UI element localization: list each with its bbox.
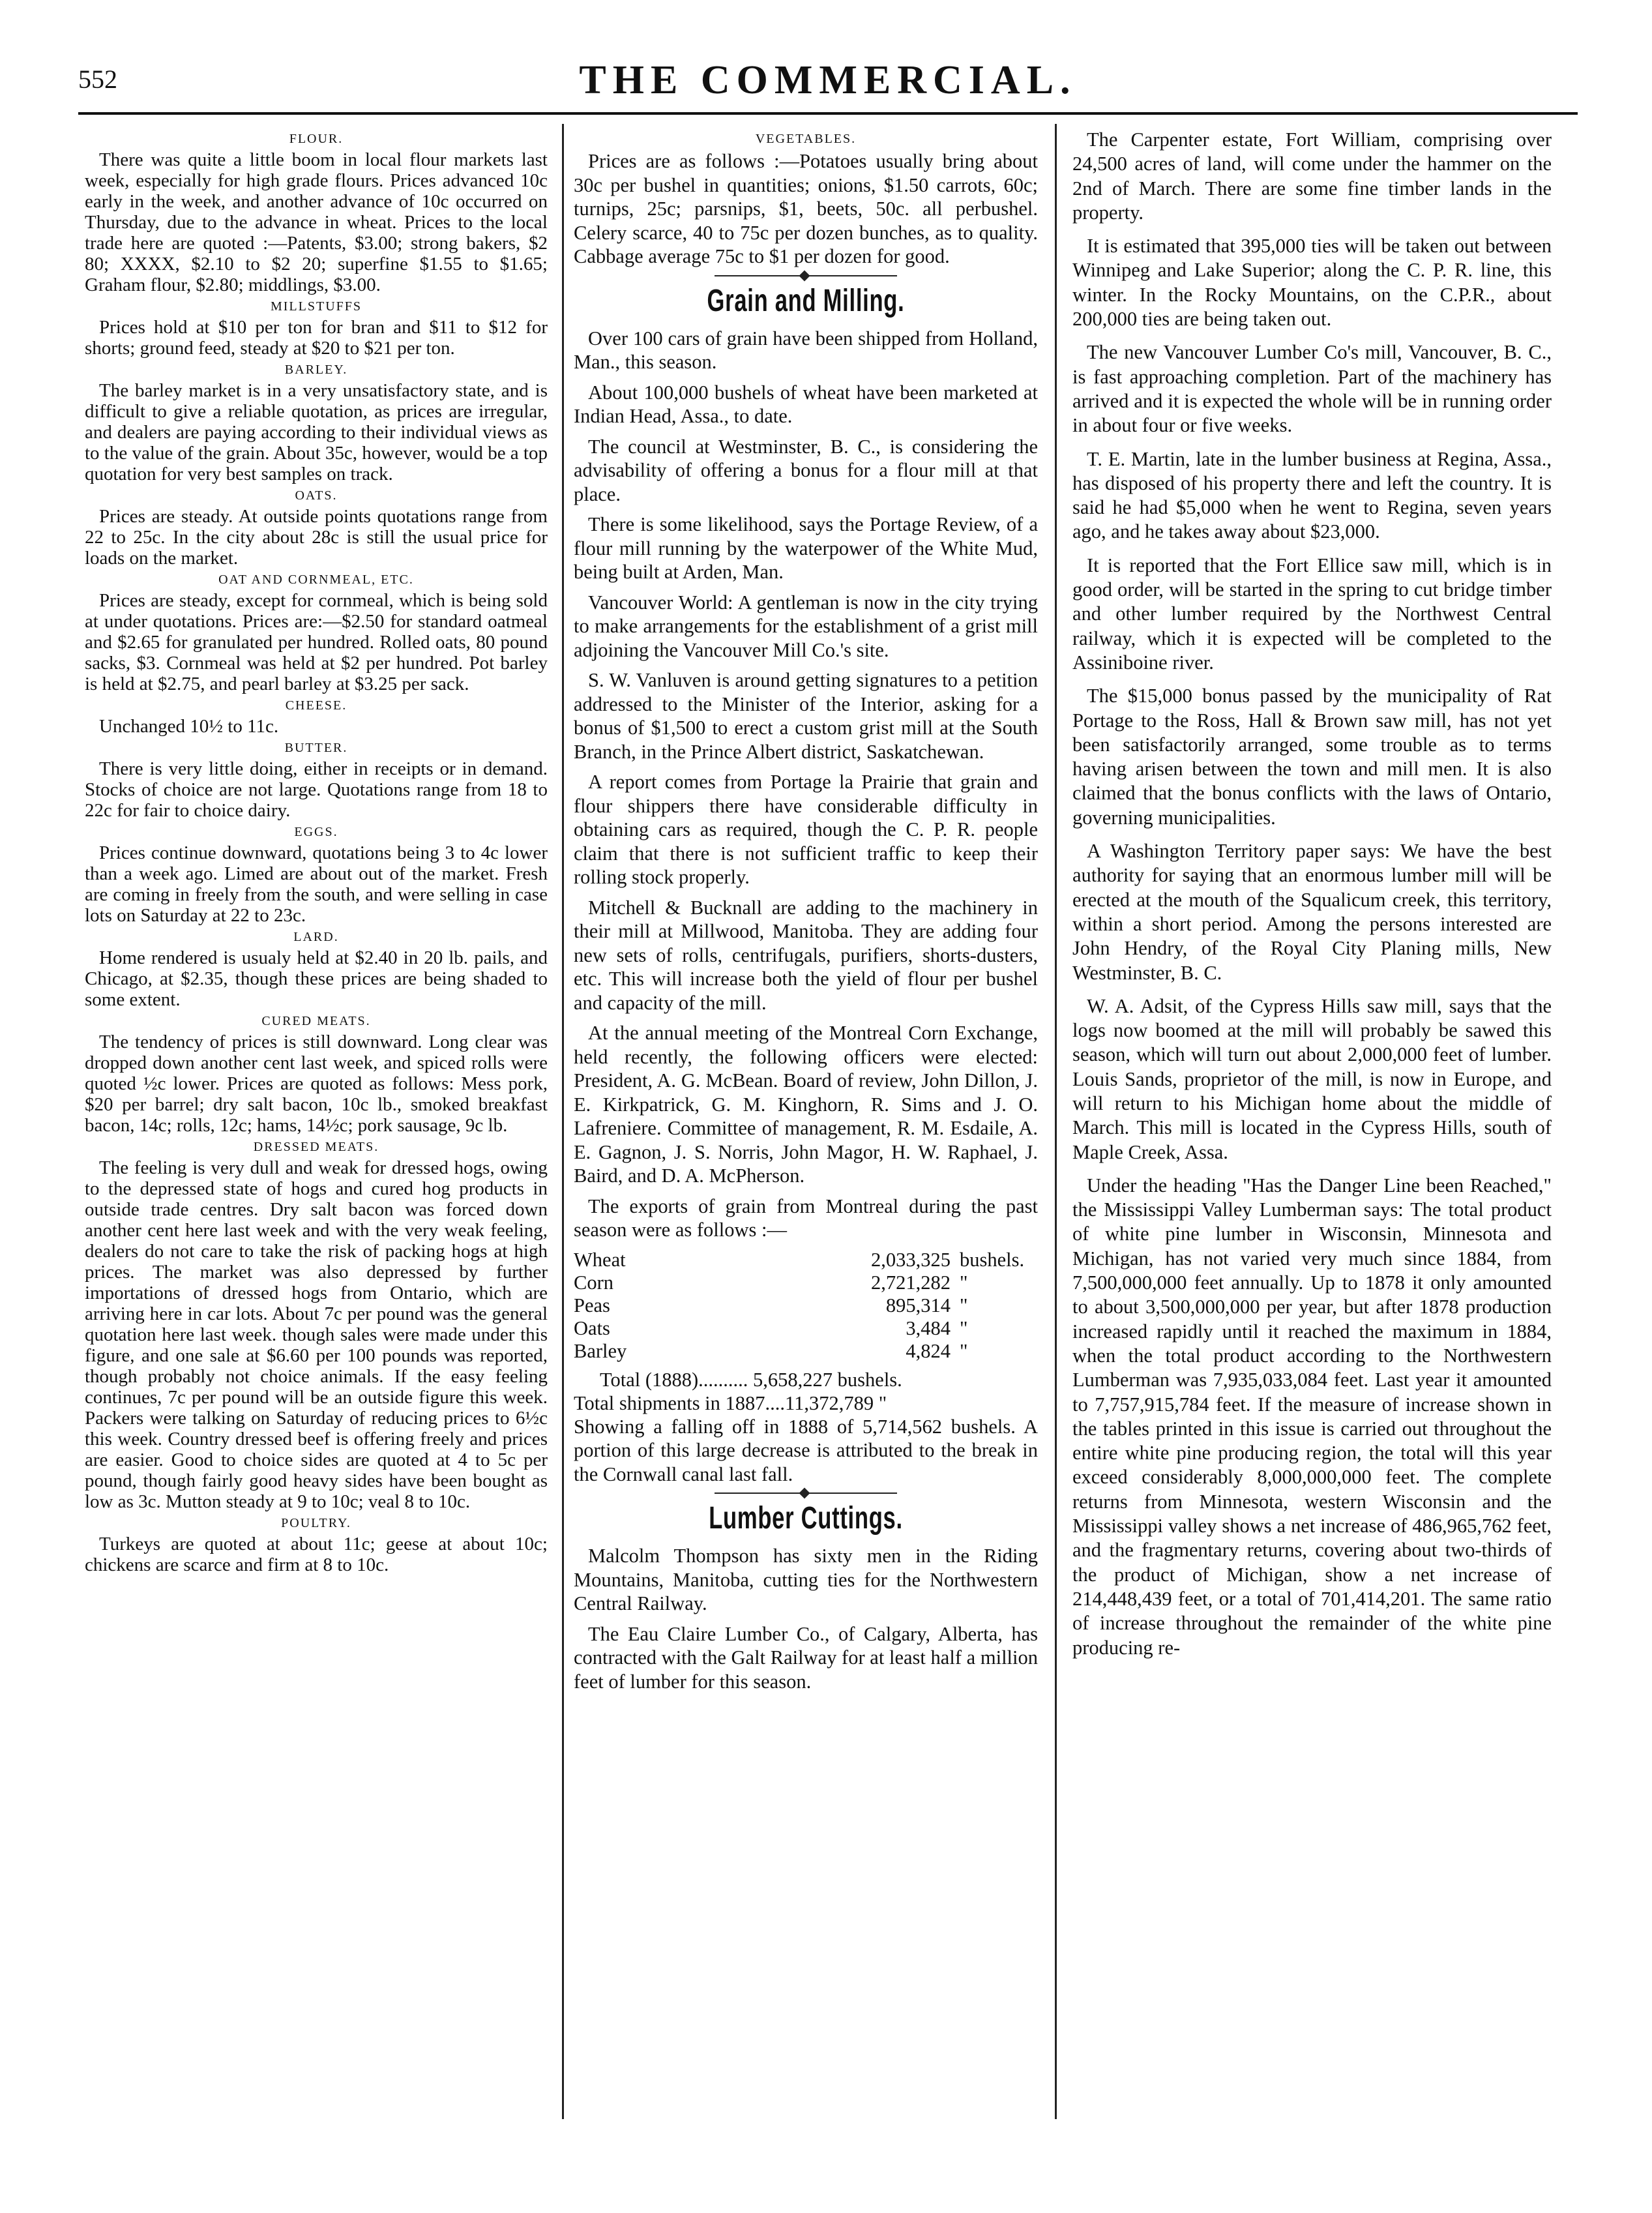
export-item: Oats (574, 1316, 610, 1339)
export-unit: " (960, 1294, 968, 1316)
paragraph-flour: There was quite a little boom in local flour markets last week, especially for high grade flours. Prices advanced 10c early in the week, and another advance of 10c occurred on Thursday, due to the advance in wheat. Prices to the local trade here are quoted :—Patents, $3.00; strong bakers, $2 80; XXXX, $2.10 to $2 20; superfine $1.55 to $1.65; Graham flour, $2.80; middlings, $3.00. (85, 149, 548, 295)
export-unit: " (960, 1271, 968, 1294)
export-item: Corn (574, 1271, 613, 1294)
export-unit: " (960, 1339, 968, 1362)
section-heading-flour: FLOUR. (289, 132, 344, 146)
heading-lumber-cuttings: Lumber Cuttings. (709, 1501, 903, 1536)
export-amount: 2,033,325 (871, 1248, 951, 1271)
paragraph-grain-6: S. W. Vanluven is around getting signatures to a petition addressed to the Minister of the Interior, asking for a bonus of $1,500 to erect a custom grist mill at the South Branch, in the Prince Albert district, Saskatchewan. (574, 669, 1038, 763)
paragraph-eggs: Prices continue downward, quotations being 3 to 4c lower than a week ago. Limed are about out of the market. Fresh are coming in freely from the south, and were selling in case lots on Saturday at 22 to 23c. (85, 842, 548, 926)
section-heading-oats: OATS. (295, 488, 338, 503)
paragraph-grain-4: There is some likelihood, says the Portage Review, of a flour mill running by the waterpower of the White Mud, being built at Arden, Man. (574, 513, 1038, 583)
column-rule-1 (562, 124, 564, 2119)
table-row (574, 1249, 1038, 1271)
paragraph-lumber-7: It is reported that the Fort Ellice saw mill, which is in good order, will be started in the spring to cut bridge timber and other lumber required by the Northwest Central railway, which it is expected will be completed to the Assiniboine river. (1072, 554, 1552, 674)
export-amount: 2,721,282 (871, 1271, 951, 1294)
export-totals (574, 1368, 1038, 1415)
page-number: 552 (78, 65, 117, 94)
paragraph-lumber-9: A Washington Territory paper says: We have the best authority for saying that an enormous lumber mill will be erected at the mouth of the Squalicum creek, this territory, within a short period. Among the persons interested are John Hendry, of the Royal City Planing mills, New Westminster, B. C. (1072, 840, 1552, 984)
masthead: THE COMMERCIAL. (579, 58, 1077, 102)
column-grain (574, 128, 1038, 1700)
heading-grain-milling: Grain and Milling. (707, 283, 905, 318)
export-item: Wheat (574, 1248, 626, 1271)
paragraph-vegetables: Prices are as follows :—Potatoes usually bring about 30c per bushel in quantities; onions, $1.50 carrots, 60c; turnips, 25c; parsnips, $1, beets, 50c. all perbushel. Celery scarce, 40 to 75c per dozen bunches, as to quality. Cabbage average 75c to $1 per dozen for good. (574, 150, 1038, 267)
paragraph-lumber-8: The $15,000 bonus passed by the municipality of Rat Portage to the Ross, Hall & Brown saw mill, has not yet been satisfactorily arranged, some trouble as to terms having arisen between the town and mill men. It is also claimed that the bonus conflicts with the laws of Ontario, governing municipalities. (1072, 685, 1552, 829)
section-heading-lard: LARD. (293, 930, 339, 944)
paragraph-butter: There is very little doing, either in receipts or in demand. Stocks of choice are not large. Quotations range from 18 to 22c for fair to choice dairy. (85, 758, 548, 821)
paragraph-grain-5: Vancouver World: A gentleman is now in the city trying to make arrangements for the establishment of a grist mill adjoining the Vancouver Mill Co.'s site. (574, 591, 1038, 661)
paragraph-lumber-10: W. A. Adsit, of the Cypress Hills saw mill, says that the logs now boomed at the mill will probably be sawed this season, which will turn out about 2,000,000 feet of lumber. Louis Sands, proprietor of the mill, is now in Europe, and will return to his Michigan home about the middle of March. This mill is located in the Cypress Hills, south of Maple Creek, Assa. (1072, 994, 1552, 1163)
export-unit: bushels. (960, 1248, 1025, 1271)
export-item: Barley (574, 1339, 627, 1362)
paragraph-grain-11: Showing a falling off in 1888 of 5,714,562 bushels. A portion of this large decrease is attributed to the break in the Cornwall canal last fall. (574, 1415, 1038, 1485)
section-heading-poultry: POULTRY. (281, 1516, 351, 1530)
export-unit: " (960, 1316, 968, 1339)
page-header (78, 57, 1578, 113)
export-item: Peas (574, 1294, 610, 1316)
header-rule (78, 112, 1578, 115)
table-row (574, 1271, 1038, 1294)
section-heading-barley: BARLEY. (284, 363, 348, 377)
column-rule-2 (1055, 124, 1057, 2119)
section-heading-cured-meats: CURED MEATS. (261, 1014, 371, 1028)
section-heading-millstuffs: MILLSTUFFS (270, 299, 362, 314)
paragraph-lumber-3: The Carpenter estate, Fort William, comprising over 24,500 acres of land, will come under the hammer on the 2nd of March. There are some fine timber lands in the property. (1072, 128, 1552, 224)
section-heading-eggs: EGGS. (294, 825, 338, 839)
total-1887: Total shipments in 1887....11,372,789 " (574, 1391, 887, 1414)
paragraph-millstuffs: Prices hold at $10 per ton for bran and $11 to $12 for shorts; ground feed, steady at $20 to $21 per ton. (85, 317, 548, 359)
paragraph-oatmeal: Prices are steady, except for cornmeal, which is being sold at under quotations. Prices are:—$2.50 for standard oatmeal and $2.65 for granulated per hundred. Rolled oats, 80 pound sacks, $3. Cornmeal was held at $2 per hundred. Pot barley is held at $2.75, and pearl barley at $3.25 per sack. (85, 590, 548, 694)
section-heading-dressed-meats: DRESSED MEATS. (253, 1140, 379, 1154)
export-amount: 3,484 (906, 1316, 951, 1339)
section-divider (715, 275, 897, 276)
paragraph-cheese: Unchanged 10½ to 11c. (99, 716, 279, 737)
paragraph-grain-9: At the annual meeting of the Montreal Corn Exchange, held recently, the following officers were elected: President, A. G. McBean. Board of review, John Dillon, J. E. Kirkpatrick, G. M. Kinghorn, R. Sims and J. O. Lafreniere. Committee of management, R. M. Esdaile, A. E. Gagnon, J. S. Norris, John Magor, H. W. Raphael, J. Baird, and D. A. McPherson. (574, 1022, 1038, 1187)
paragraph-lumber-11: Under the heading "Has the Danger Line been Reached," the Mississippi Valley Lumberman says: The total product of white pine lumber in Wisconsin, Minnesota and Michigan, has not varied very much since 1884, from 7,500,000,000 feet annually. Up to 1878 it only amounted to about 3,500,000,000 per year, but after 1878 production increased rapidly until it reached the maximum in 1884, when the total product according to the Northwestern Lumberman was 7,935,033,084 feet. Last year it amounted to 7,757,915,784 feet. If the measure of increase shown in the tables printed in this issue is carried out throughout the entire white pine producing region, the total will this year exceed considerably 8,000,000,000 feet. The complete returns from Minnesota, western Wisconsin and the Mississippi valley shows a net increase of 486,965,762 feet, and the fragmentary returns, covering about two-thirds of the product of Michigan, show a net increase of 214,448,439 feet, or a total of 701,414,201. The same ratio of increase throughout the remainder of the white pine producing re- (1072, 1174, 1552, 1659)
paragraph-grain-1: Over 100 cars of grain have been shipped from Holland, Man., this season. (574, 327, 1038, 373)
table-row (574, 1340, 1038, 1363)
section-heading-butter: BUTTER. (284, 741, 348, 755)
table-row (574, 1317, 1038, 1340)
paragraph-lumber-1: Malcolm Thompson has sixty men in the Riding Mountains, Manitoba, cutting ties for the Northwestern Central Railway. (574, 1545, 1038, 1614)
paragraph-grain-8: Mitchell & Bucknall are adding to the machinery in their mill at Millwood, Manitoba. They are adding four new sets of rolls, centrifugals, purifiers, shorts-dusters, etc. This will increase both the yield of flour per bushel and capacity of the mill. (574, 896, 1038, 1014)
paragraph-grain-3: The council at Westminster, B. C., is considering the advisability of offering a bonus for a flour mill at that place. (574, 435, 1038, 505)
paragraph-barley: The barley market is in a very unsatisfactory state, and is difficult to give a reliable quotation, as prices are irregular, and dealers are paying according to their individual views as to the value of the grain. About 35c, however, would be a top quotation for very best samples on track. (85, 380, 548, 484)
paragraph-lumber-4: It is estimated that 395,000 ties will be taken out between Winnipeg and Lake Superior; along the C. P. R. line, this winter. In the Rocky Mountains, on the C.P.R., about 200,000 ties are being taken out. (1072, 235, 1552, 331)
paragraph-lumber-6: T. E. Martin, late in the lumber business at Regina, Assa., has disposed of his property there and left the country. It is said he had $5,000 when he went to Regina, seven years ago, and he takes away about $23,000. (1072, 447, 1552, 543)
exports-table (574, 1249, 1038, 1363)
column-markets (85, 128, 548, 1578)
section-heading-cheese: CHEESE. (285, 698, 347, 713)
export-amount: 4,824 (906, 1339, 951, 1362)
table-row (574, 1294, 1038, 1317)
paragraph-poultry: Turkeys are quoted at about 11c; geese at about 10c; chickens are scarce and firm at 8 to 10c. (85, 1534, 548, 1575)
paragraph-dressed-meats: The feeling is very dull and weak for dressed hogs, owing to the depressed state of hogs and cured hog products in outside trade centres. Dry salt bacon was forced down another cent here last week and with the very weak feeling, dealers do not care to take the risk of packing hogs at high prices. The market was also depressed by further importations of dressed hogs from Ontario, which are arriving here in car lots. About 7c per pound was the general quotation here last week. though sales were made under this figure, and one sale at $6.60 per 100 pounds was reported, though probably not choice animals. If the easy feeling continues, 7c per pound will be an outside figure this week. Packers were talking on Saturday of reducing prices to 6½c this week. Country dressed beef is offering freely and prices are easier. Good to choice sides are quoted at 4 to 5c per pound, though fairly good heavy sides have been bought as low as 3c. Mutton steady at 9 to 10c; veal 8 to 10c. (85, 1157, 548, 1512)
section-heading-oatmeal: OAT AND CORNMEAL, ETC. (218, 572, 414, 587)
section-divider (715, 1493, 897, 1494)
paragraph-oats: Prices are steady. At outside points quotations range from 22 to 25c. In the city about 28c is still the usual price for loads on the market. (85, 506, 548, 569)
paragraph-cured-meats: The tendency of prices is still downward. Long clear was dropped down another cent last week, and spiced rolls were quoted ½c lower. Prices are quoted as follows: Mess pork, $20 per barrel; dry salt bacon, 10c lb., smoked breakfast bacon, 14c; rolls, 12c; hams, 14½c; pork sausage, 9c lb. (85, 1032, 548, 1136)
paragraph-lumber-5: The new Vancouver Lumber Co's mill, Vancouver, B. C., is fast approaching completion. Part of the machinery has arrived and it is expected the whole will be in running order in about four or five weeks. (1072, 341, 1552, 437)
paragraph-grain-7: A report comes from Portage la Prairie that grain and flour shippers there have considerable difficulty in obtaining cars as required, though the C. P. R. people claim that there is not sufficient traffic to keep their rolling stock properly. (574, 771, 1038, 888)
paragraph-lard: Home rendered is usualy held at $2.40 in 20 lb. pails, and Chicago, at $2.35, though these prices are being shaded to some extent. (85, 947, 548, 1010)
column-lumber (1072, 128, 1552, 1669)
section-heading-vegetables: VEGETABLES. (755, 132, 857, 146)
total-1888: Total (1888).......... 5,658,227 bushels. (600, 1368, 902, 1391)
paragraph-grain-2: About 100,000 bushels of wheat have been marketed at Indian Head, Assa., to date. (574, 381, 1038, 427)
paragraph-lumber-2: The Eau Claire Lumber Co., of Calgary, Alberta, has contracted with the Galt Railway for at least half a million feet of lumber for this season. (574, 1622, 1038, 1693)
paragraph-grain-10: The exports of grain from Montreal during the past season were as follows :— (574, 1195, 1038, 1241)
export-amount: 895,314 (885, 1294, 951, 1316)
